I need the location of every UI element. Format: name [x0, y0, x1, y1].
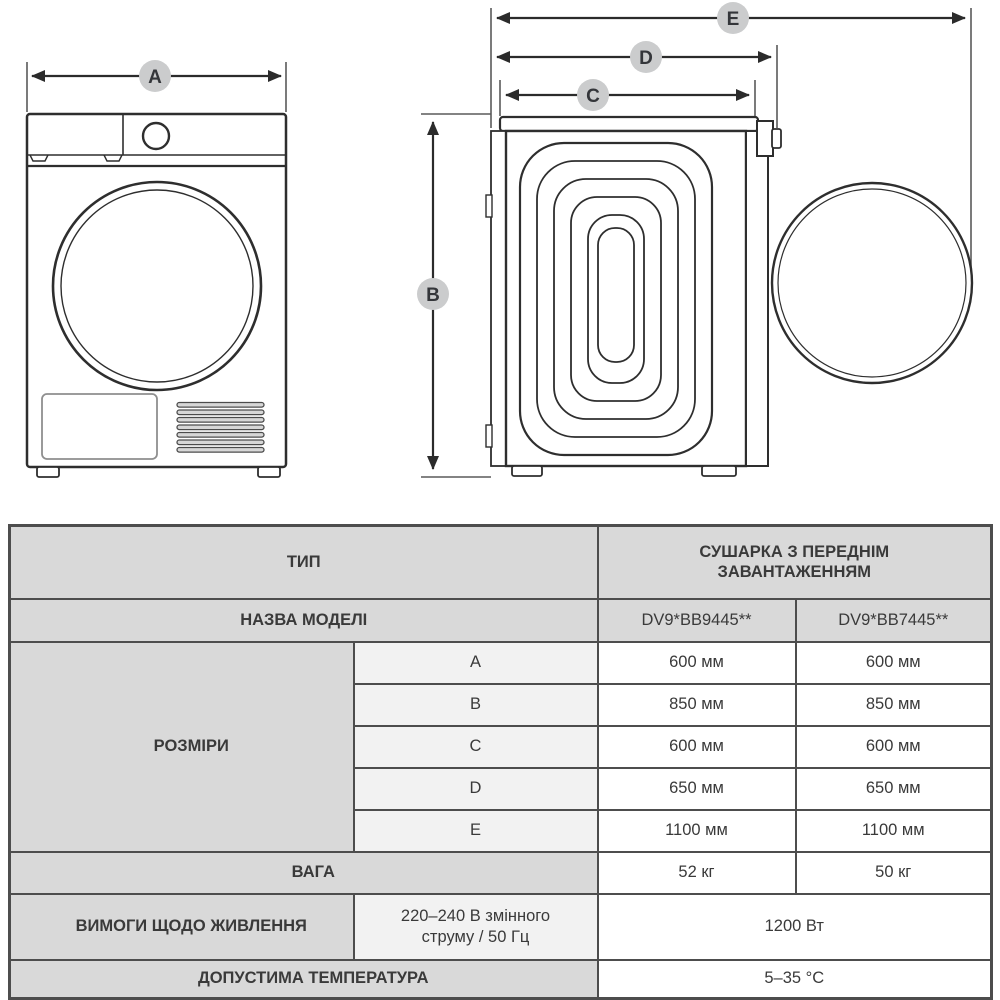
temperature-value-cell: 5–35 °C	[598, 960, 992, 999]
dim-c-model-b-cell: 600 мм	[796, 726, 992, 768]
side-top-panel	[500, 117, 758, 131]
door-latch	[757, 121, 773, 156]
side-foot-right	[702, 466, 736, 476]
power-row	[10, 894, 992, 960]
front-foot-left	[37, 467, 59, 477]
front-foot-right	[258, 467, 280, 477]
dim-c-model-a-cell: 600 мм	[598, 726, 796, 768]
weight-model-b-cell: 50 кг	[796, 852, 992, 894]
type-label-cell: ТИП	[10, 526, 598, 599]
dim-d-model-b-cell: 650 мм	[796, 768, 992, 810]
control-knob	[143, 123, 169, 149]
spec-table-container	[8, 524, 993, 1000]
dim-b-letter-cell: B	[354, 684, 598, 726]
vent-grille	[177, 403, 264, 453]
temperature-label-cell: ДОПУСТИМА ТЕМПЕРАТУРА	[10, 960, 598, 999]
dim-a-letter-cell: A	[354, 642, 598, 684]
model-row	[10, 599, 992, 642]
type-value-cell	[598, 526, 992, 599]
dim-e-model-a-cell: 1100 мм	[598, 810, 796, 852]
door-latch-knob	[772, 129, 781, 148]
dim-c-label: C	[586, 86, 600, 107]
model-label-cell: НАЗВА МОДЕЛІ	[10, 599, 598, 642]
dim-b-label: B	[426, 285, 440, 306]
dim-e-model-b-cell: 1100 мм	[796, 810, 992, 852]
type-value-text: СУШАРКА З ПЕРЕДНІМ ЗАВАНТАЖЕННЯМ	[699, 542, 890, 582]
weight-label-cell: ВАГА	[10, 852, 598, 894]
dim-a-model-a-cell: 600 мм	[598, 642, 796, 684]
dim-e-label: E	[726, 9, 740, 30]
front-view	[27, 62, 286, 477]
side-foot-left	[512, 466, 542, 476]
power-label-cell: ВИМОГИ ЩОДО ЖИВЛЕННЯ	[10, 894, 354, 960]
weight-model-a-cell: 52 кг	[598, 852, 796, 894]
dimension-row-a	[10, 642, 992, 684]
type-row	[10, 526, 992, 599]
back-hinge-upper	[486, 195, 492, 217]
dim-a-model-b-cell: 600 мм	[796, 642, 992, 684]
dim-d-letter-cell: D	[354, 768, 598, 810]
weight-row	[10, 852, 992, 894]
side-view	[421, 8, 972, 477]
dim-c-extension-lines	[500, 80, 755, 116]
open-door-outer-ring	[772, 183, 972, 383]
temperature-row	[10, 960, 992, 999]
dim-e-letter-cell: E	[354, 810, 598, 852]
filter-drawer	[42, 394, 157, 459]
side-back-panel	[491, 131, 506, 466]
back-hinge-lower	[486, 425, 492, 447]
dim-d-label: D	[639, 48, 653, 69]
dim-a-label: A	[148, 67, 162, 88]
dimensions-label-cell: РОЗМІРИ	[10, 642, 354, 852]
side-front-panel	[746, 131, 768, 466]
power-value-cell: 1200 Вт	[598, 894, 992, 960]
model-b-cell: DV9*BB7445**	[796, 599, 992, 642]
dim-b-model-a-cell: 850 мм	[598, 684, 796, 726]
dim-c-letter-cell: C	[354, 726, 598, 768]
power-supply-text: 220–240 В змінного струму / 50 Гц	[400, 906, 551, 946]
dim-d-model-a-cell: 650 мм	[598, 768, 796, 810]
model-a-cell: DV9*BB9445**	[598, 599, 796, 642]
spec-table	[8, 524, 993, 1000]
power-supply-cell	[354, 894, 598, 960]
dim-b-model-b-cell: 850 мм	[796, 684, 992, 726]
